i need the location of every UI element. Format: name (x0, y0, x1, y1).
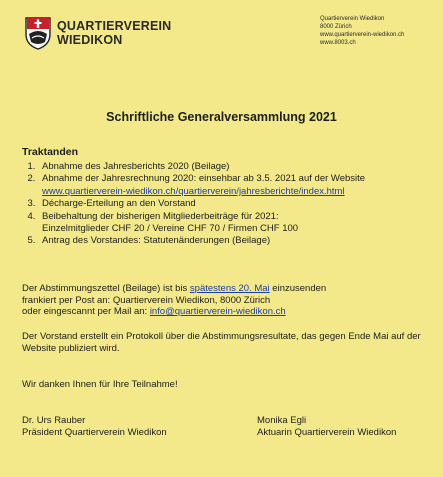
president-role: Präsident Quartierverein Wiedikon (22, 427, 167, 438)
contact-org: Quartierverein Wiedikon (320, 16, 385, 22)
agenda-item-1-text: Abnahme des Jahresberichts 2020 (Beilage) (42, 161, 230, 172)
agenda-list (14, 161, 443, 248)
president-name: Dr. Urs Rauber (22, 415, 86, 426)
secretary-role: Aktuarin Quartierverein Wiedikon (257, 427, 397, 438)
annual-report-link[interactable]: www.quartierverein-wiedikon.ch/quartierverein/jahresberichte/index.html (42, 185, 345, 197)
protocol-note: Der Vorstand erstellt ein Protokoll über die Abstimmungsresultate, das gegen Ende Mai auf der Website publiziert wird. (22, 331, 421, 354)
agenda-item-2 (38, 173, 443, 198)
agenda-heading: Traktanden (22, 146, 79, 158)
logo (24, 16, 171, 50)
ballot-instructions (22, 283, 422, 318)
agenda-item-1 (38, 161, 443, 173)
crest-icon (24, 16, 52, 50)
signature-secretary (257, 415, 396, 439)
org-name-line1: QUARTIERVEREIN (57, 19, 172, 33)
signature-president (22, 415, 167, 439)
contact-city: 8000 Zürich (320, 24, 352, 30)
org-name (57, 19, 171, 47)
page-title: Schriftliche Generalversammlung 2021 (106, 110, 337, 124)
contact-block (320, 15, 404, 47)
thanks-text: Wir danken Ihnen für Ihre Teilnahme! (22, 379, 178, 390)
ballot-post-line: frankiert per Post an: Quartierverein Wiedikon, 8000 Zürich (22, 294, 271, 306)
agenda-item-5-text: Antrag des Vorstandes: Statutenänderungen (Beilage) (42, 235, 271, 247)
email-link[interactable]: info@quartierverein-wiedikon.ch (149, 306, 286, 318)
org-name-line2: WIEDIKON (57, 33, 123, 47)
agenda-item-4-line2: Einzelmitglieder CHF 20 / Vereine CHF 70 / Firmen CHF 100 (42, 223, 299, 235)
agenda-item-3-text: Décharge-Erteilung an den Vorstand (42, 198, 196, 210)
agenda-item-4-line1: Beibehaltung der bisherigen Mitgliederbeiträge für 2021: (42, 210, 279, 222)
ballot-text-2: einzusenden (269, 283, 327, 294)
agenda-item-3 (38, 198, 443, 210)
contact-website[interactable]: www.quartierverein-wiedikon.ch (320, 32, 405, 38)
agenda-item-2-text: Abnahme der Jahresrechnung 2020: einsehbar ab 3.5. 2021 auf der Website (42, 173, 366, 185)
ballot-mail-text: oder eingescannt per Mail an: (22, 306, 150, 318)
secretary-name: Monika Egli (257, 415, 307, 426)
deadline-text: spätestens 20. Mai (189, 283, 270, 294)
ballot-text-1: Der Abstimmungszettel (Beilage) ist bis (22, 283, 190, 294)
contact-website-short[interactable]: www.8003.ch (320, 40, 356, 46)
agenda-item-4 (38, 211, 443, 236)
agenda-item-5 (38, 235, 443, 247)
